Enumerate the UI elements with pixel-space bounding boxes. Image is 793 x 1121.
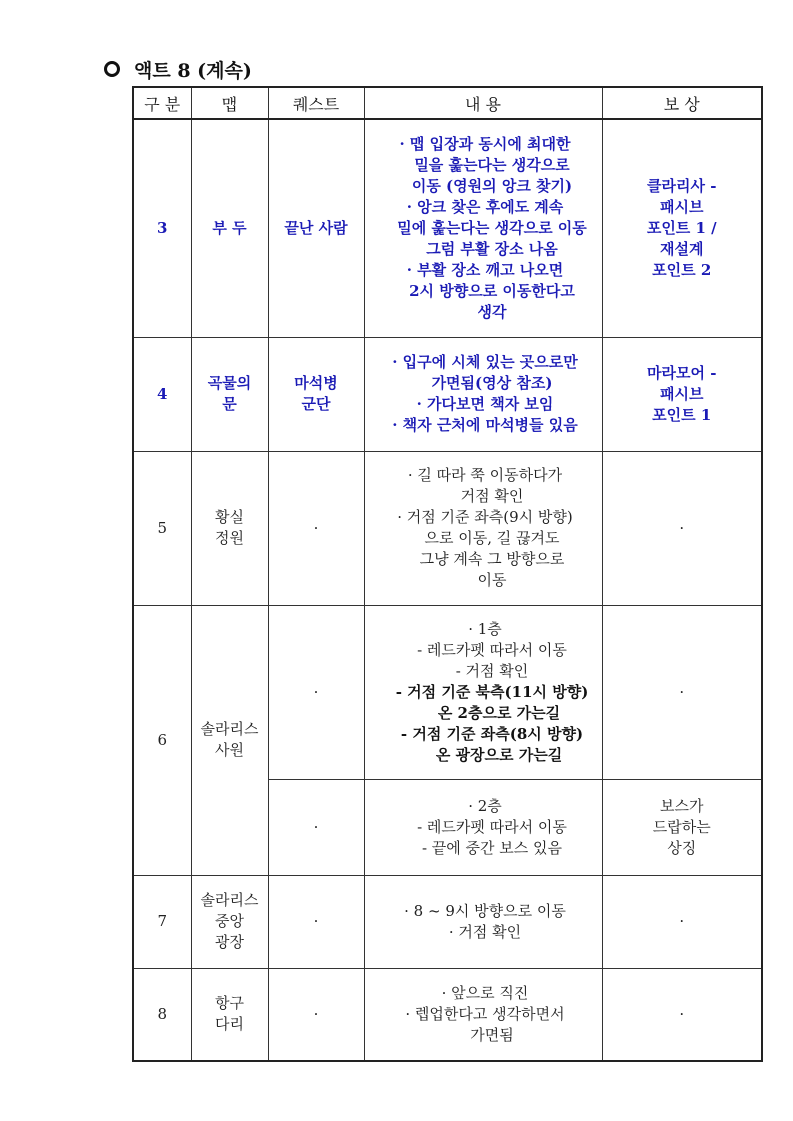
content-line: - 레드카펫 따라서 이동 (417, 640, 567, 659)
content-line: - 레드카펫 따라서 이동 (417, 817, 567, 836)
row-number: 7 (157, 912, 168, 930)
quest-cell (268, 968, 364, 1061)
content-line: - 끝에 중간 보스 있음 (421, 838, 563, 857)
content-line: 거점 확인 (460, 487, 524, 505)
reward-line: · (679, 912, 685, 930)
map-cell (191, 337, 268, 451)
reward-text (603, 682, 762, 703)
reward-text (603, 1004, 762, 1025)
table-row (133, 968, 762, 1061)
reward-line: 클라리사 - (647, 176, 717, 195)
reward-text (603, 518, 762, 539)
content-line: · 앙크 찾은 후에도 계속 (406, 197, 564, 216)
quest-text (269, 373, 364, 415)
map-line: 문 (222, 395, 237, 413)
content-line: · 부활 장소 깨고 나오면 (406, 260, 564, 279)
content-cell (364, 875, 602, 968)
row-number: 6 (157, 730, 168, 749)
content-line: 으로 이동, 길 끊겨도 (424, 529, 560, 547)
map-line: 부 두 (212, 218, 247, 237)
quest-cell (268, 779, 364, 875)
reward-line: 상징 (667, 838, 697, 857)
content-line: 그냥 계속 그 방향으로 (419, 550, 565, 568)
content-line: 밀에 훑는다는 생각으로 이동 (397, 218, 587, 237)
content-cell (364, 968, 602, 1061)
reward-cell (602, 779, 762, 875)
reward-text (603, 911, 762, 932)
row-number: 3 (157, 218, 168, 237)
act-table (132, 86, 763, 1062)
content-line: 온 광장으로 가는길 (435, 745, 563, 764)
quest-line: 군단 (301, 395, 331, 413)
header-category: 구 분 (133, 87, 191, 119)
map-line: 광장 (215, 933, 244, 951)
reward-text (603, 796, 762, 859)
content-line: · 2층 (468, 796, 502, 815)
content-line: 2시 방향으로 이동한다고 (409, 281, 575, 300)
map-line: 다리 (215, 1015, 244, 1034)
quest-text (269, 1004, 364, 1025)
content-line: - 거점 기준 북측(11시 방향) (395, 682, 589, 701)
row-number-cell (133, 119, 191, 337)
row-number: 8 (157, 1004, 168, 1023)
map-cell (191, 119, 268, 337)
content-line: · 입구에 시체 있는 곳으로만 (392, 353, 578, 371)
reward-line: 보스가 (660, 796, 704, 815)
reward-text (603, 363, 762, 426)
content-cell (364, 451, 602, 605)
content-cell (364, 605, 602, 779)
map-text (192, 373, 268, 415)
map-line: 중앙 (215, 912, 244, 930)
quest-line: 마석병 (294, 374, 338, 392)
table-row (133, 119, 762, 337)
reward-line: 드랍하는 (652, 817, 711, 836)
content-line: · 맵 입장과 동시에 최대한 (399, 134, 571, 153)
reward-line: · (679, 1004, 685, 1023)
map-text (192, 890, 268, 953)
quest-cell (268, 119, 364, 337)
quest-text (269, 518, 364, 539)
map-cell (191, 875, 268, 968)
reward-cell (602, 337, 762, 451)
map-line: 황실 (215, 508, 244, 526)
quest-text (269, 817, 364, 838)
table-row (133, 605, 762, 779)
reward-line: 재설계 (660, 239, 704, 258)
header-reward: 보 상 (602, 87, 762, 119)
quest-text (269, 682, 364, 703)
row-number-cell (133, 605, 191, 875)
header-content: 내 용 (364, 87, 602, 119)
map-line: 곡물의 (207, 374, 252, 392)
quest-line: · (313, 912, 319, 930)
content-line: · 앞으로 직진 (441, 983, 529, 1002)
content-line: 그럼 부활 장소 나옴 (426, 239, 558, 258)
reward-line: 포인트 1 / (646, 218, 717, 237)
map-text (192, 507, 268, 549)
content-line: 가면됨(영상 참조) (431, 374, 553, 392)
reward-cell (602, 119, 762, 337)
table-header-row (133, 87, 762, 119)
row-number-cell (133, 451, 191, 605)
row-number-cell (133, 968, 191, 1061)
row-number-cell (133, 875, 191, 968)
reward-text (603, 176, 762, 281)
content-line: · 8 ~ 9시 방향으로 이동 (404, 901, 566, 920)
content-line: · 렙업한다고 생각하면서 (405, 1004, 565, 1023)
content-line: · 길 따라 쭉 이동하다가 (407, 466, 563, 484)
content-cell (364, 779, 602, 875)
section-title: 액트 8 (계속) (134, 59, 252, 82)
map-line: 솔라리스 (200, 891, 259, 909)
map-line: 정원 (215, 529, 244, 547)
reward-line: 패시브 (660, 197, 704, 216)
reward-line: 패시브 (660, 384, 704, 403)
reward-cell (602, 968, 762, 1061)
section-heading (104, 56, 252, 82)
quest-cell (268, 451, 364, 605)
quest-line: · (313, 817, 319, 836)
content-line: 온 2층으로 가는길 (437, 703, 561, 722)
row-number-cell (133, 337, 191, 451)
reward-line: · (679, 518, 685, 537)
circle-bullet-icon (104, 61, 120, 77)
reward-line: 포인트 2 (652, 260, 712, 279)
content-line: 이동 (477, 571, 507, 589)
content-line: · 거점 기준 좌측(9시 방향) (397, 508, 573, 526)
map-line: 솔라리스 (200, 720, 259, 738)
quest-line: · (313, 1004, 319, 1023)
map-text (192, 218, 268, 239)
content-line: · 1층 (468, 619, 502, 638)
map-line: 항구 (215, 994, 244, 1013)
quest-text (269, 218, 364, 239)
map-line: 사원 (215, 741, 244, 759)
content-line: 이동 (영원의 앙크 찾기) (411, 176, 573, 195)
reward-line: · (679, 682, 685, 701)
table-row (133, 875, 762, 968)
content-line: · 가다보면 책자 보임 (416, 395, 554, 413)
content-line: 가면됨 (470, 1025, 514, 1044)
quest-cell (268, 605, 364, 779)
map-cell (191, 968, 268, 1061)
header-quest: 퀘스트 (268, 87, 364, 119)
content-line: 생각 (477, 302, 507, 321)
row-number: 5 (157, 518, 168, 537)
content-line: 밀을 훑는다는 생각으로 (414, 155, 570, 174)
content-line: - 거점 확인 (455, 661, 529, 680)
header-map: 맵 (191, 87, 268, 119)
quest-line: · (313, 682, 319, 701)
content-cell (364, 337, 602, 451)
table-row (133, 451, 762, 605)
map-cell (191, 605, 268, 875)
content-cell (364, 119, 602, 337)
content-line: · 거점 확인 (448, 922, 522, 941)
quest-cell (268, 875, 364, 968)
quest-text (269, 911, 364, 932)
map-text (192, 719, 268, 761)
table-row (133, 337, 762, 451)
reward-cell (602, 875, 762, 968)
quest-cell (268, 337, 364, 451)
content-line: - 거점 기준 좌측(8시 방향) (400, 724, 584, 743)
reward-cell (602, 451, 762, 605)
map-text (192, 993, 268, 1035)
table-body (133, 119, 762, 1061)
row-number: 4 (157, 384, 168, 403)
reward-line: 마라모어 - (647, 363, 717, 382)
quest-line: 끝난 사람 (284, 218, 348, 237)
quest-line: · (313, 518, 319, 537)
reward-line: 포인트 1 (652, 405, 712, 424)
content-line: · 책자 근처에 마석병들 있음 (392, 416, 578, 434)
reward-cell (602, 605, 762, 779)
map-cell (191, 451, 268, 605)
